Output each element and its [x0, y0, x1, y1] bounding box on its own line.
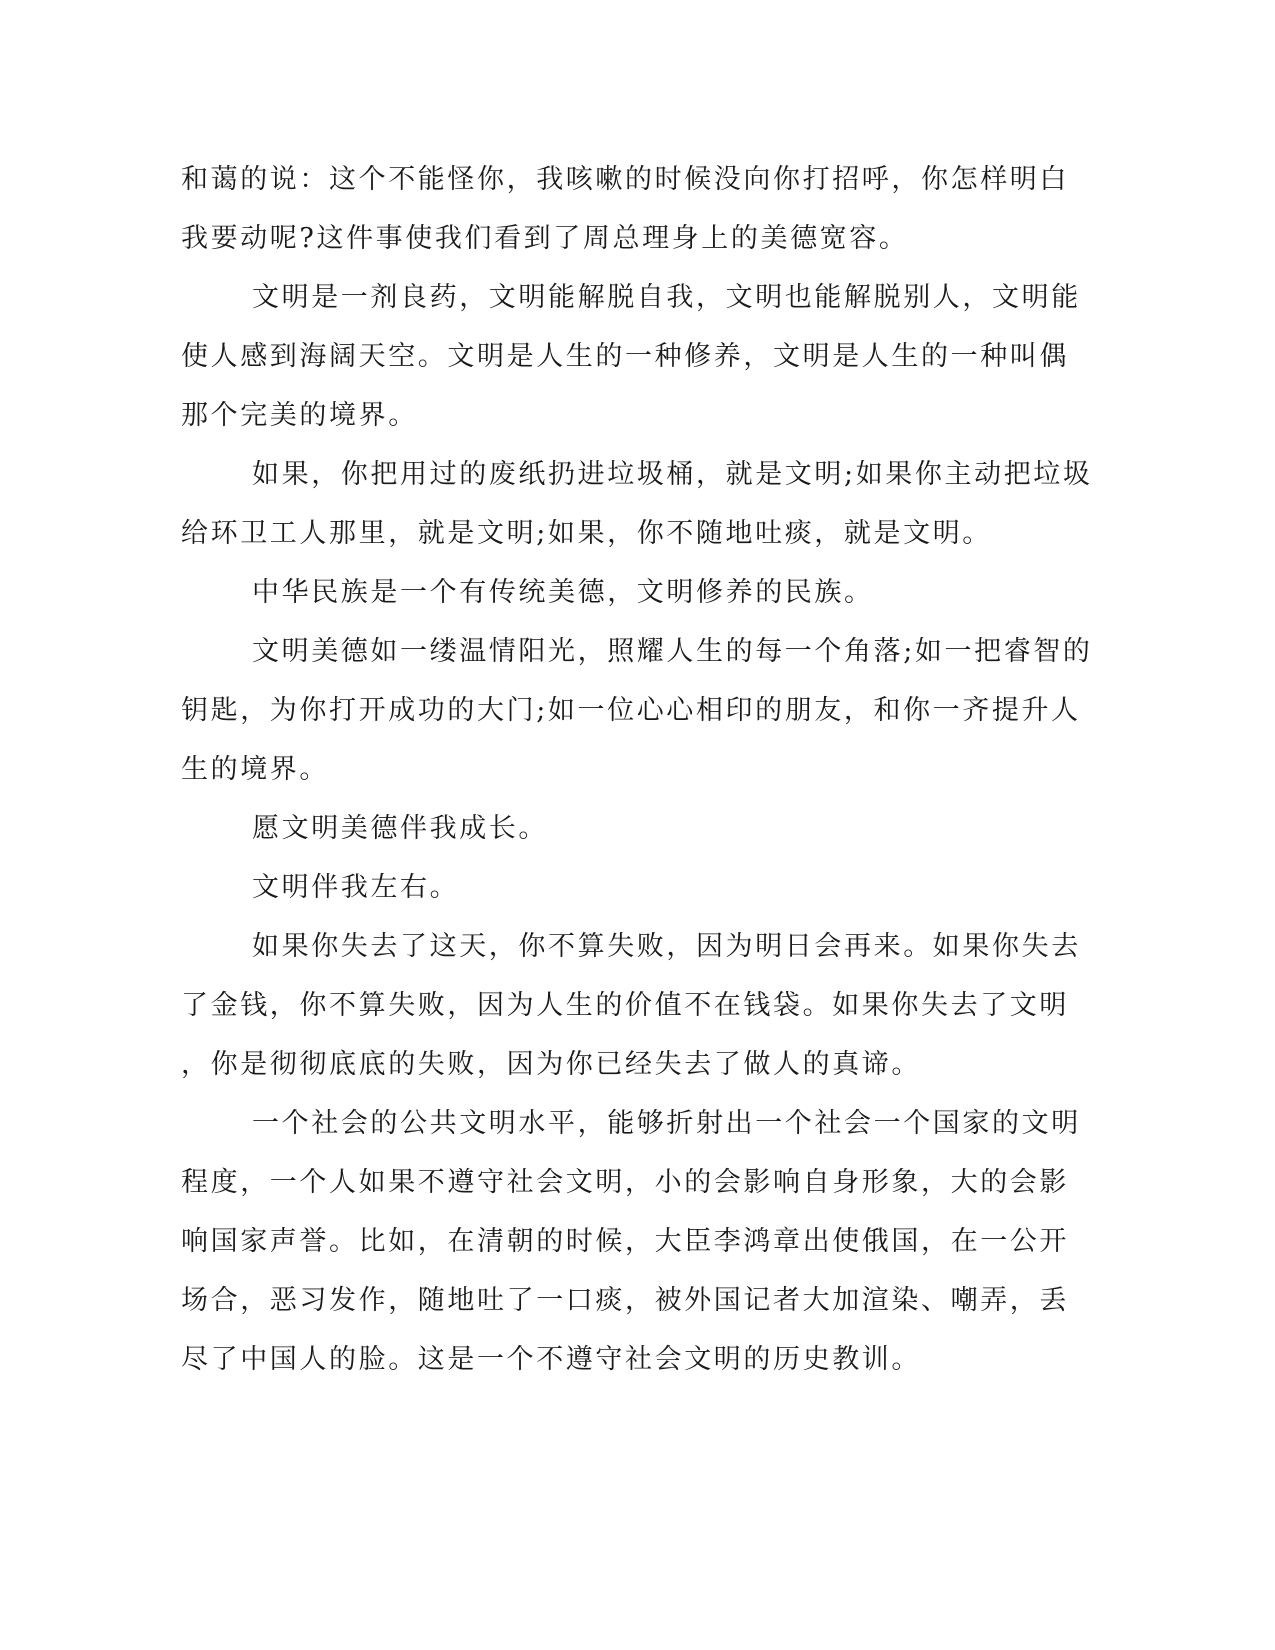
text-line: 和蔼的说：这个不能怪你，我咳嗽的时候没向你打招呼，你怎样明白	[181, 164, 1069, 195]
text-line: 了金钱，你不算失败，因为人生的价值不在钱袋。如果你失去了文明	[181, 990, 1069, 1021]
paragraph-first-line: 中华民族是一个有传统美德，文明修养的民族。	[252, 577, 874, 608]
text-line: 尽了中国人的脸。这是一个不遵守社会文明的历史教训。	[181, 1344, 921, 1375]
text-line: ，你是彻彻底底的失败，因为你已经失去了做人的真谛。	[181, 1049, 921, 1080]
text-line: 程度，一个人如果不遵守社会文明，小的会影响自身形象，大的会影	[181, 1167, 1069, 1198]
paragraph-first-line: 文明伴我左右。	[252, 872, 460, 903]
text-line: 钥匙，为你打开成功的大门;如一位心心相印的朋友，和你一齐提升人	[181, 695, 1081, 726]
text-line: 那个完美的境界。	[181, 400, 418, 431]
text-line: 给环卫工人那里，就是文明;如果，你不随地吐痰，就是文明。	[181, 518, 992, 549]
text-line: 场合，恶习发作，随地吐了一口痰，被外国记者大加渲染、嘲弄，丢	[181, 1285, 1069, 1316]
paragraph-first-line: 如果，你把用过的废纸扔进垃圾桶，就是文明;如果你主动把垃圾	[252, 459, 1093, 490]
text-line: 响国家声誉。比如，在清朝的时候，大臣李鸿章出使俄国，在一公开	[181, 1226, 1069, 1257]
text-line: 生的境界。	[181, 754, 329, 785]
paragraph-first-line: 文明美德如一缕温情阳光，照耀人生的每一个角落;如一把睿智的	[252, 636, 1093, 667]
paragraph-first-line: 一个社会的公共文明水平，能够折射出一个社会一个国家的文明	[252, 1108, 1081, 1139]
text-line: 我要动呢?这件事使我们看到了周总理身上的美德宽容。	[181, 223, 909, 254]
text-line: 使人感到海阔天空。文明是人生的一种修养，文明是人生的一种叫偶	[181, 341, 1069, 372]
paragraph-first-line: 如果你失去了这天，你不算失败，因为明日会再来。如果你失去	[252, 931, 1081, 962]
paragraph-first-line: 愿文明美德伴我成长。	[252, 813, 548, 844]
paragraph-first-line: 文明是一剂良药，文明能解脱自我，文明也能解脱别人，文明能	[252, 282, 1081, 313]
